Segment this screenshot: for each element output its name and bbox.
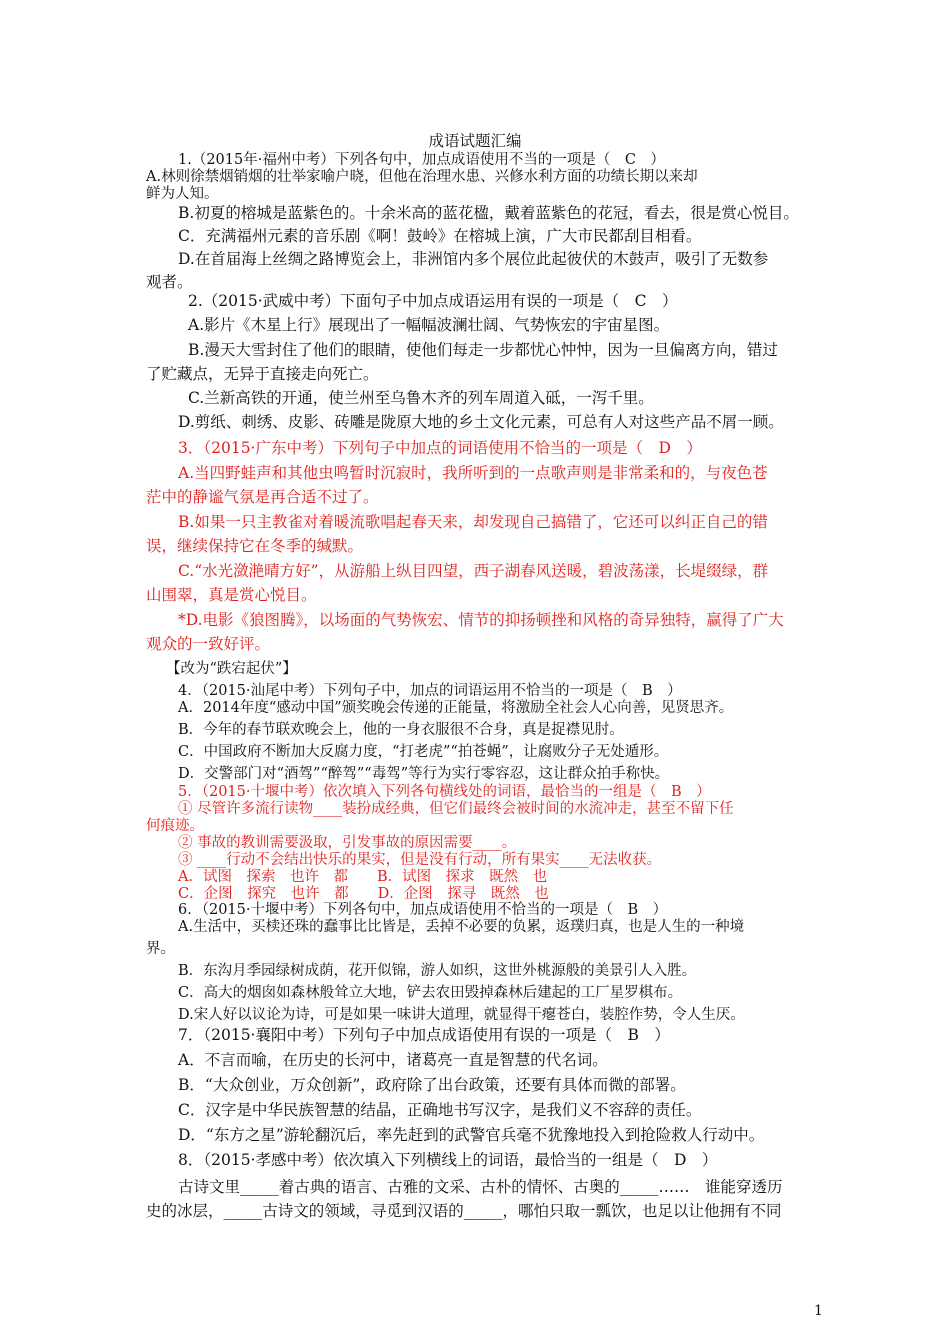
question-4-stem: 4．（2015·汕尾中考）下列句子中，加点的词语运用不恰当的一项是（ B ） — [178, 683, 682, 699]
question-2-option-a: A.影片《木星上行》展现出了一幅幅波澜壮阔、气势恢宏的宇宙星图。 — [188, 316, 670, 334]
question-6-option-a: A.生活中，买椟还珠的蠢事比比皆是，丢掉不必要的负累，返璞归真，也是人生的一种境 — [178, 919, 745, 935]
text-line: 了贮藏点，无异于直接走向死亡。 — [146, 365, 379, 383]
question-1-option-d: D.在首届海上丝绸之路博览会上，非洲馆内多个展位此起彼伏的木鼓声，吸引了无数参 — [178, 250, 769, 268]
document-title: 成语试题汇编 — [428, 132, 522, 150]
question-7-stem: 7．（2015·襄阳中考）下列句子中加点成语使用有误的一项是（ B ） — [178, 1026, 670, 1044]
text-line: 观者。 — [146, 273, 193, 291]
text-line: 误，继续保持它在冬季的缄默。 — [146, 537, 364, 555]
question-5-options-ab: A．试图 探索 也许 都 B．试图 探求 既然 也 — [178, 869, 548, 885]
question-6-option-d: D.宋人好以议论为诗，可是如果一味讲大道理，就显得干瘪苍白，装腔作势，令人生厌。 — [178, 1007, 745, 1023]
question-8-passage: 古诗文里_____着古典的语言、古雅的文采、古朴的情怀、古奥的_____…… 谁能穿透历 — [178, 1178, 783, 1196]
question-5-sentence-1: ① 尽管许多流行读物____装扮成经典，但它们最终会被时间的水流冲走，甚至不留下任 — [178, 801, 734, 817]
question-4-option-a: A．2014年度“感动中国”颁奖晚会传递的正能量，将激励全社会人心向善，见贤思齐。 — [178, 700, 734, 716]
question-1-option-c: C．充满福州元素的音乐剧《啊！鼓岭》在榕城上演，广大市民都刮目相看。 — [178, 227, 702, 245]
text-line: 茫中的静谧气氛是再合适不过了。 — [146, 488, 379, 506]
page-number: 1 — [814, 1303, 823, 1319]
text-line: 观众的一致好评。 — [146, 635, 271, 653]
question-2-option-b: B.漫天大雪封住了他们的眼睛，使他们每走一步都忧心忡忡，因为一旦偏离方向，错过 — [188, 341, 778, 359]
answer-note: 【改为“跌宕起伏”】 — [166, 661, 297, 677]
question-3-option-a: A.当四野蛙声和其他虫鸣暂时沉寂时，我所听到的一点歌声则是非常柔和的，与夜色苍 — [178, 464, 768, 482]
question-2-option-c: C.兰新高铁的开通，使兰州至乌鲁木齐的列车周道入砥，一泻千里。 — [188, 389, 654, 407]
question-1-option-b: B.初夏的榕城是蓝紫色的。十余米高的蓝花楹，戴着蓝紫色的花冠，看去，很是赏心悦目。 — [178, 204, 799, 222]
question-2-option-d: D.剪纸、刺绣、皮影、砖雕是陇原大地的乡土文化元素，可总有人对这些产品不屑一顾。 — [178, 413, 784, 431]
text-line: 山围翠，真是赏心悦目。 — [146, 586, 317, 604]
text-line: 何痕迹。 — [146, 818, 204, 834]
question-3-option-d: *D.电影《狼图腾》，以场面的气势恢宏、情节的抑扬顿挫和风格的奇异独特，赢得了广大 — [178, 611, 784, 629]
question-7-option-b: B．“大众创业，万众创新”，政府除了出台政策，还要有具体而微的部署。 — [178, 1076, 686, 1094]
text-line: 界。 — [146, 941, 175, 957]
question-1-stem: 1.（2015年·福州中考）下列各句中，加点成语使用不当的一项是（ C ） — [178, 152, 665, 168]
question-3-stem: 3．（2015·广东中考）下列句子中加点的词语使用不恰当的一项是（ D ） — [178, 439, 702, 457]
question-4-option-d: D．交警部门对“酒驾”“醉驾”“毒驾”等行为实行零容忍，这让群众拍手称快。 — [178, 766, 670, 782]
question-4-option-c: C．中国政府不断加大反腐力度，“打老虎”“拍苍蝇”，让腐败分子无处遁形。 — [178, 744, 669, 760]
question-5-stem: 5．（2015·十堰中考）依次填入下列各句横线处的词语，最恰当的一组是（ B ） — [178, 784, 711, 800]
question-5-sentence-2: ② 事故的教训需要汲取，引发事故的原因需要____。 — [178, 835, 517, 851]
question-7-option-c: C．汉字是中华民族智慧的结晶，正确地书写汉字，是我们义不容辞的责任。 — [178, 1101, 702, 1119]
question-6-stem: 6．（2015·十堰中考）下列各句中，加点成语使用不恰当的一项是（ B ） — [178, 902, 668, 918]
question-4-option-b: B．今年的春节联欢晚会上，他的一身衣服很不合身，真是捉襟见肘。 — [178, 722, 624, 738]
question-6-option-b: B．东沟月季园绿树成荫，花开似锦，游人如织，这世外桃源般的美景引人入胜。 — [178, 963, 697, 979]
question-5-sentence-3: ③ ____行动不会结出快乐的果实，但是没有行动，所有果实____无法收获。 — [178, 852, 662, 868]
text-line: 鲜为人知。 — [146, 186, 219, 202]
question-7-option-a: A．不言而喻，在历史的长河中，诸葛亮一直是智慧的代名词。 — [178, 1051, 608, 1069]
question-1-option-a: A.林则徐禁烟销烟的壮举家喻户晓，但他在治理水患、兴修水利方面的功绩长期以来却 — [146, 169, 698, 185]
question-5-options-cd: C．企图 探究 也许 都 D．企图 探寻 既然 也 — [178, 886, 549, 902]
text-line: 史的冰层，_____古诗文的领域，寻觅到汉语的_____，哪怕只取一瓢饮，也足以让他拥有不同 — [146, 1202, 782, 1220]
question-2-stem: 2.（2015·武威中考）下面句子中加点成语运用有误的一项是（ C ） — [188, 292, 678, 310]
question-7-option-d: D．“东方之星”游轮翻沉后，率先赶到的武警官兵毫不犹豫地投入到抢险救人行动中。 — [178, 1126, 765, 1144]
question-8-stem: 8．（2015·孝感中考）依次填入下列横线上的词语，最恰当的一组是（ D ） — [178, 1151, 718, 1169]
question-3-option-b: B.如果一只主教雀对着暖流歌唱起春天来，却发现自己搞错了，它还可以纠正自己的错 — [178, 513, 768, 531]
question-6-option-c: C．高大的烟囱如森林般耸立大地，铲去农田毁掉森林后建起的工厂星罗棋布。 — [178, 985, 683, 1001]
question-3-option-c: C.“水光潋滟晴方好”，从游船上纵目四望，西子湖春风送暖，碧波荡漾，长堤缀绿，群 — [178, 562, 769, 580]
